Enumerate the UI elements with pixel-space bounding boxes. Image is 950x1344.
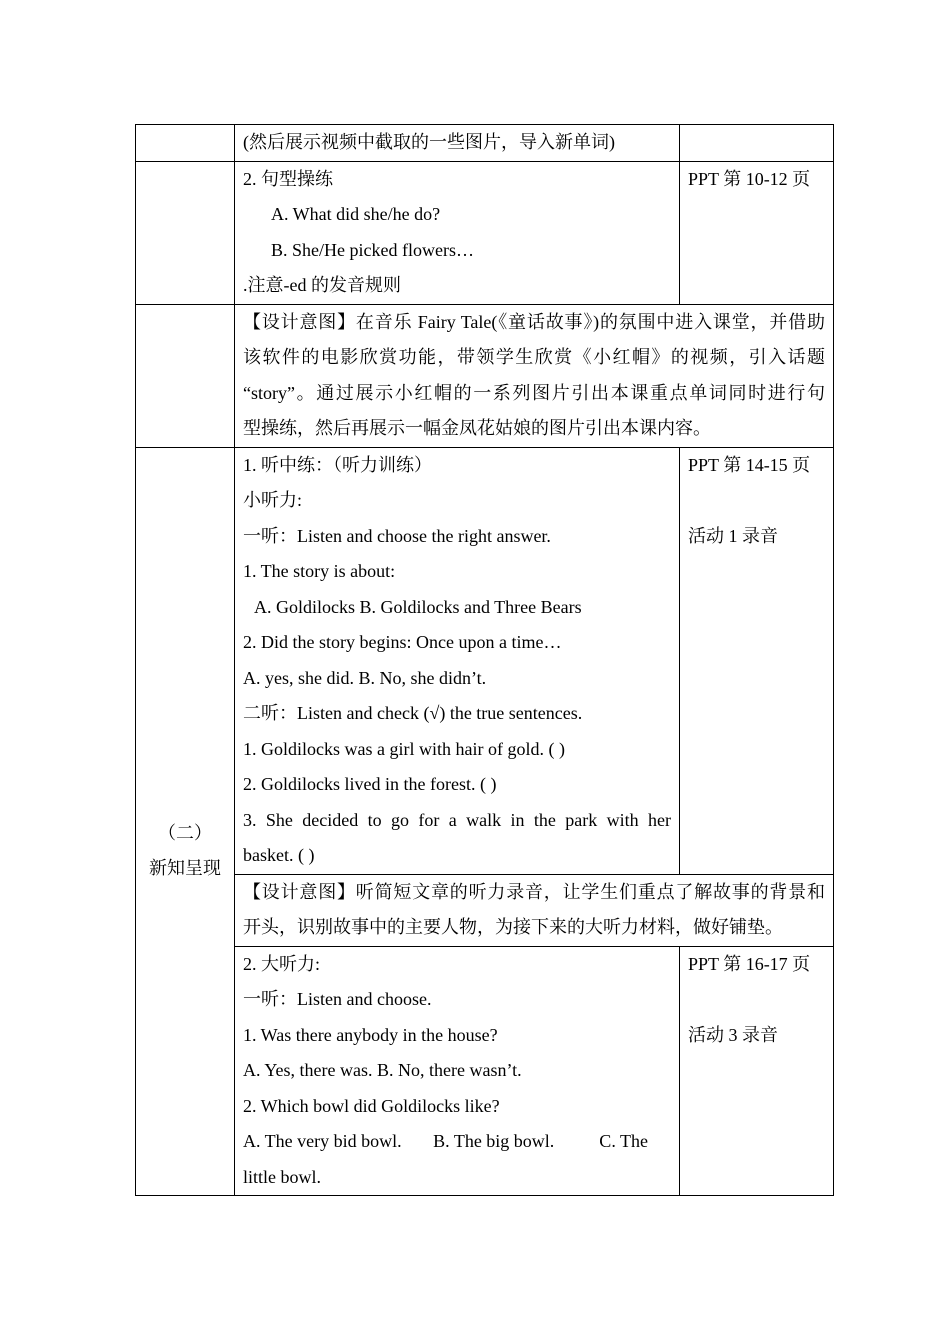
content-line: A. Yes, there was. B. No, there wasn’t. xyxy=(243,1060,522,1080)
content-line: 1. 听中练：（听力训练） xyxy=(243,454,432,475)
resource-text: PPT 第 10-12 页 xyxy=(688,168,811,189)
stage-cell xyxy=(136,304,235,447)
resource-cell xyxy=(680,161,834,304)
table-row xyxy=(136,161,834,304)
content-line: 小听力: xyxy=(243,490,303,510)
content-cell xyxy=(235,161,680,304)
content-line: 1. Goldilocks was a girl with hair of gold. ( ) xyxy=(243,738,565,759)
content-line: A. Goldilocks B. Goldilocks and Three Bears xyxy=(254,596,582,617)
design-intent-cell xyxy=(235,304,834,447)
table-row xyxy=(136,874,834,946)
resource-cell xyxy=(680,125,834,162)
content-line: “story”。通过展示小红帽的一系列图片引出本课重点单词同时进行句 xyxy=(243,382,825,403)
content-line: (然后展示视频中截取的一些图片，导入新单词) xyxy=(243,132,615,152)
content-line: A. yes, she did. B. No, she didn’t. xyxy=(243,667,487,688)
table-row xyxy=(136,125,834,162)
content-line: A. What did she/he do? xyxy=(271,204,441,224)
resource-cell xyxy=(680,447,834,874)
stage-cell xyxy=(136,161,235,304)
content-line: 该软件的电影欣赏功能，带领学生欣赏《小红帽》的视频，引入话题 xyxy=(243,347,825,367)
stage-number: （二） xyxy=(158,822,212,843)
content-line: 2. Did the story begins: Once upon a time… xyxy=(243,632,562,652)
resource-text: 活动 1 录音 xyxy=(688,525,778,546)
content-cell xyxy=(235,946,680,1196)
content-line: 2. Which bowl did Goldilocks like? xyxy=(243,1095,500,1116)
content-line: 二听：Listen and check (√) the true sentences. xyxy=(243,703,583,723)
content-line: 一听：Listen and choose. xyxy=(243,989,432,1009)
content-line: 2. 句型操练 xyxy=(243,168,333,189)
resource-text: PPT 第 14-15 页 xyxy=(688,454,811,475)
resource-cell xyxy=(680,946,834,1196)
content-line: .注意-ed 的发音规则 xyxy=(243,275,401,295)
content-line: B. She/He picked flowers… xyxy=(271,239,474,260)
content-line: basket. ( ) xyxy=(243,845,315,865)
content-line: little bowl. xyxy=(243,1166,321,1187)
table-row xyxy=(136,946,834,1196)
stage-cell xyxy=(136,125,235,162)
design-intent-cell xyxy=(235,874,834,946)
content-line: 2. Goldilocks lived in the forest. ( ) xyxy=(243,774,497,794)
lesson-plan-table xyxy=(135,124,834,1196)
table-row xyxy=(136,447,834,874)
content-line: 1. Was there anybody in the house? xyxy=(243,1024,498,1045)
content-line: 【设计意图】在音乐 Fairy Tale(《童话故事》)的氛围中进入课堂，并借助 xyxy=(243,311,825,332)
resource-text: 活动 3 录音 xyxy=(688,1024,778,1045)
content-line: 3. She decided to go for a walk in the park with her xyxy=(243,809,671,830)
content-line: A. The very bid bowl. B. The big bowl. C. The xyxy=(243,1131,648,1151)
resource-text: PPT 第 16-17 页 xyxy=(688,953,811,974)
content-cell xyxy=(235,447,680,874)
content-line: 型操练，然后再展示一幅金凤花姑娘的图片引出本课内容。 xyxy=(243,418,711,438)
table-row xyxy=(136,304,834,447)
content-line: 1. The story is about: xyxy=(243,561,396,581)
content-line: 一听：Listen and choose the right answer. xyxy=(243,525,551,546)
content-line: 2. 大听力: xyxy=(243,953,321,974)
content-line: 【设计意图】听简短文章的听力录音，让学生们重点了解故事的背景和 xyxy=(243,881,825,902)
content-line: 开头，识别故事中的主要人物，为接下来的大听力材料，做好铺垫。 xyxy=(243,917,783,937)
stage-cell xyxy=(136,447,235,1196)
stage-title: 新知呈现 xyxy=(149,858,221,879)
content-cell xyxy=(235,125,680,162)
